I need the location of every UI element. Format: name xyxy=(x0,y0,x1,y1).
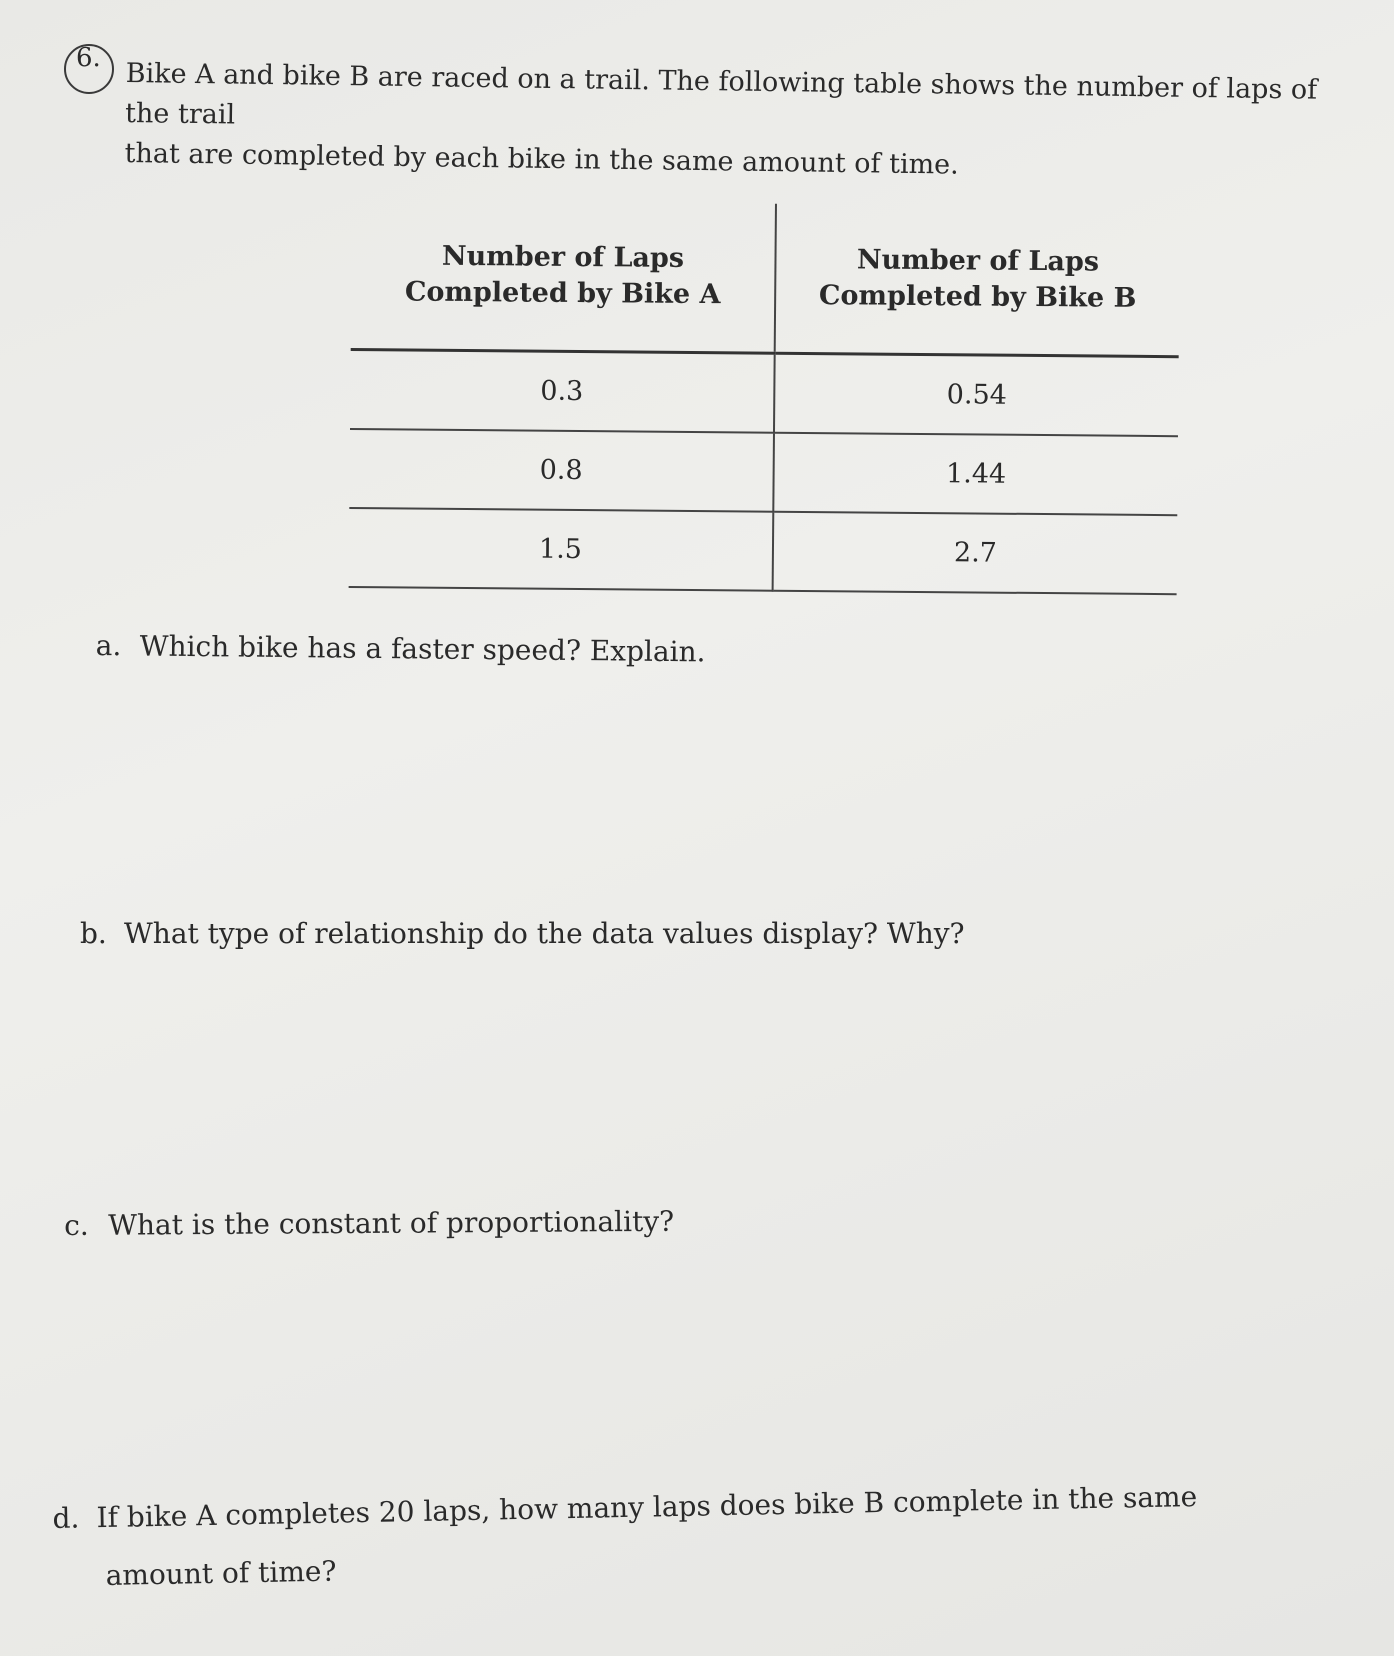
part-a-letter: a. xyxy=(95,628,122,663)
laps-table xyxy=(349,200,1180,595)
part-c-text: What is the constant of proportionality? xyxy=(108,1204,675,1242)
cell-bike-a: 0.8 xyxy=(349,429,774,512)
part-b xyxy=(80,912,965,956)
question-stem xyxy=(124,54,1346,191)
part-a-text: Which bike has a faster speed? Explain. xyxy=(139,629,706,669)
header-bike-b: Number of Laps Completed by Bike B xyxy=(775,204,1180,357)
cell-bike-b: 1.44 xyxy=(773,433,1178,516)
table-row xyxy=(349,429,1178,515)
cell-bike-b: 0.54 xyxy=(774,353,1179,436)
header-bike-a: Number of Laps Completed by Bike A xyxy=(351,200,776,353)
table-row xyxy=(349,508,1178,594)
cell-bike-b: 2.7 xyxy=(773,512,1178,595)
cell-bike-a: 1.5 xyxy=(349,508,774,591)
question-stem-line-2: that are completed by each bike in the same amount of time. xyxy=(124,137,959,181)
question-stem-line-1: Bike A and bike B are raced on a trail. The following table shows the number of laps of the trail xyxy=(124,57,1318,131)
part-c xyxy=(64,1200,674,1248)
part-d-text-line-2: amount of time? xyxy=(105,1554,337,1592)
part-d-text-line-1: If bike A completes 20 laps, how many laps does bike B complete in the same xyxy=(96,1480,1198,1535)
cell-bike-a: 0.3 xyxy=(350,349,775,432)
part-d-letter: d. xyxy=(52,1501,80,1535)
part-d xyxy=(52,1466,1304,1606)
part-a xyxy=(96,624,706,674)
table-row xyxy=(350,349,1179,436)
part-b-letter: b. xyxy=(80,917,107,950)
question-number: 6. xyxy=(64,44,114,94)
table-header-row xyxy=(351,200,1180,357)
part-c-letter: c. xyxy=(64,1208,89,1242)
part-b-text: What type of relationship do the data values display? Why? xyxy=(124,917,965,950)
